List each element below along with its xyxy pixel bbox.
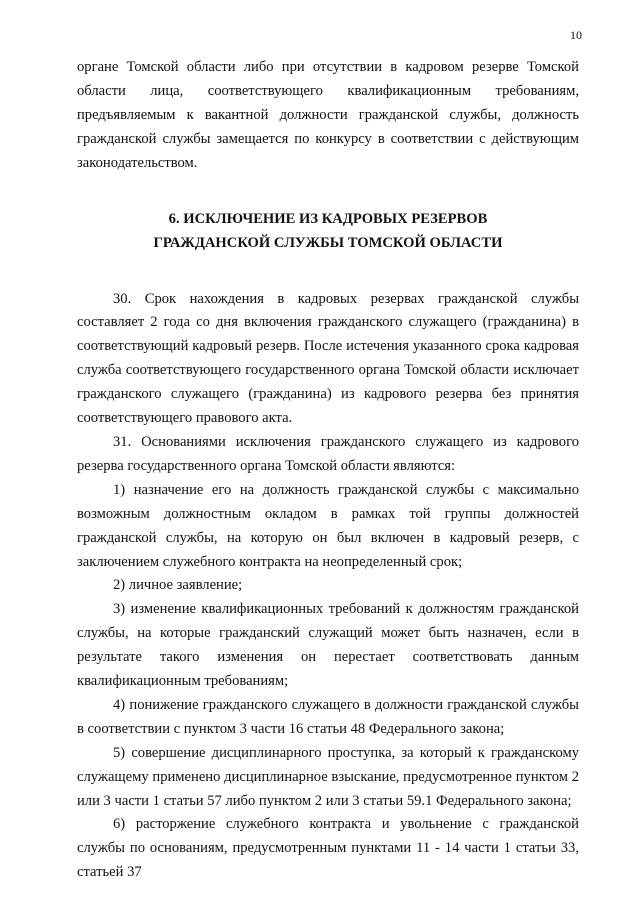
section-heading-line-1: 6. ИСКЛЮЧЕНИЕ ИЗ КАДРОВЫХ РЕЗЕРВОВ xyxy=(168,210,488,227)
page-number: 10 xyxy=(570,28,582,42)
list-item-3: 3) изменение квалификационных требований к должностям гражданской службы, на которые гражданский служащий может быть назначен, если в результате такого изменения он перестает соответствовать данным квалификационным требованиям; xyxy=(77,601,579,690)
paragraph-30: 30. Срок нахождения в кадровых резервах гражданской службы составляет 2 года со дня включения гражданского служащего (гражданина) в соответствующий кадровый резерв. После истечения указанного срока кадровая служба соответствующего государственного органа Томской области исключает гражданского служащего (гражданина) из кадрового резерва без принятия соответствующего правового акта. xyxy=(77,290,579,427)
section-heading-line-2: ГРАЖДАНСКОЙ СЛУЖБЫ ТОМСКОЙ ОБЛАСТИ xyxy=(153,234,503,251)
intro-paragraph: органе Томской области либо при отсутствии в кадровом резерве Томской области лица, соответствующего квалификационным требованиям, предъявляемым к вакантной должности гражданской службы, должность гражданской службы замещается по конкурсу в соответствии с действующим законодательством. xyxy=(77,59,579,171)
list-item-4: 4) понижение гражданского служащего в должности гражданской службы в соответствии с пунктом 3 части 16 статьи 48 Федерального закона; xyxy=(77,696,579,737)
paragraph-31: 31. Основаниями исключения гражданского служащего из кадрового резерва государственного органа Томской области являются: xyxy=(77,433,579,474)
list-item-1: 1) назначение его на должность гражданской службы с максимально возможным должностным окладом в рамках той группы должностей гражданской службы, на которую он был включен в кадровый резерв, с заключением служебного контракта на неопределенный срок; xyxy=(77,481,579,570)
list-item-2: 2) личное заявление; xyxy=(113,577,243,594)
list-item-5: 5) совершение дисциплинарного проступка, за который к гражданскому служащему применено дисциплинарное взыскание, предусмотренное пунктом 2 или 3 части 1 статьи 57 либо пунктом 2 или 3 статьи 59.1 Федерального закона; xyxy=(77,744,579,809)
document-body xyxy=(77,56,579,885)
list-item-6: 6) расторжение служебного контракта и увольнение с гражданской службы по основаниям, предусмотренным пунктами 11 - 14 части 1 статьи 33, статьей 37 xyxy=(77,816,579,881)
section-heading xyxy=(77,207,579,255)
